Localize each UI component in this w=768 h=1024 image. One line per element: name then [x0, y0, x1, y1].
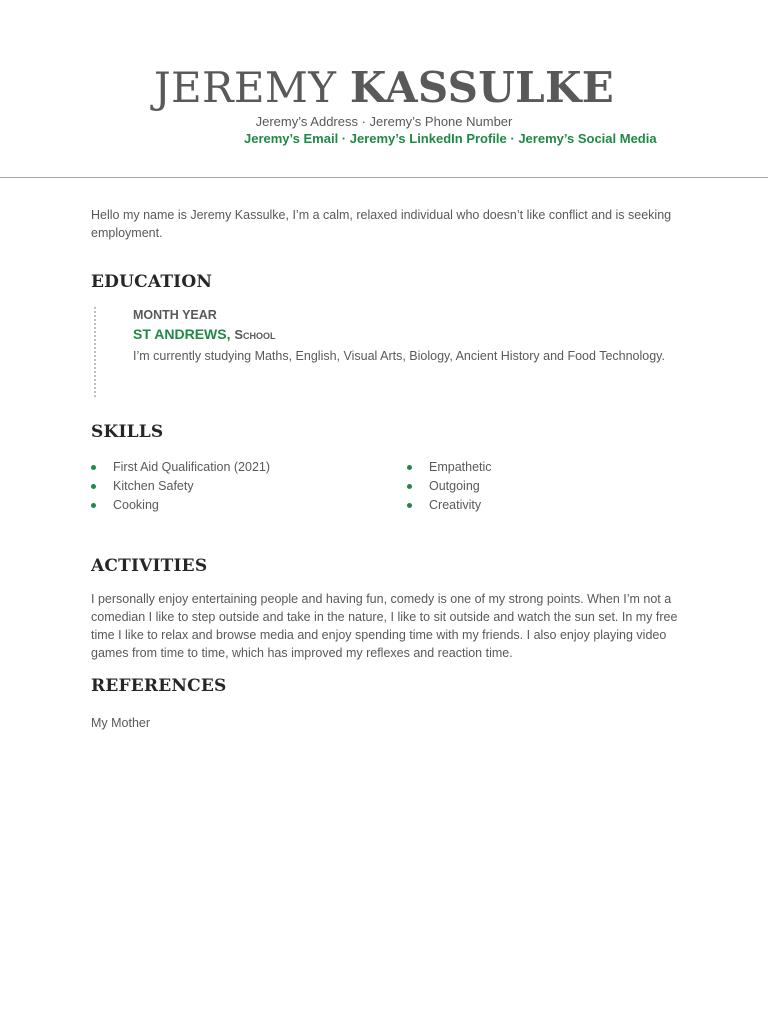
activities-heading: ACTIVITIES [91, 556, 208, 576]
education-heading: EDUCATION [91, 272, 213, 292]
bullet-icon [91, 465, 96, 470]
first-name: JEREMY [153, 63, 337, 112]
summary-paragraph: Hello my name is Jeremy Kassulke, I’m a calm, relaxed individual who doesn’t like conflict and is seeking employment. [91, 208, 672, 240]
skill-item [91, 477, 270, 496]
skills-list-right [407, 458, 492, 515]
school-name: ST ANDREWS, [133, 326, 231, 342]
references-text: My Mother [91, 716, 151, 730]
contact-address-phone: Jeremy’s Address · Jeremy’s Phone Number [255, 114, 513, 129]
bullet-icon [407, 503, 412, 508]
education-description: I’m currently studying Maths, English, Visual Arts, Biology, Ancient History and Food Technology. [133, 349, 665, 363]
skill-item [91, 496, 270, 515]
skill-label: Creativity [429, 498, 482, 512]
education-date: MONTH YEAR [133, 308, 217, 322]
skills-heading: SKILLS [91, 422, 164, 442]
bullet-icon [407, 484, 412, 489]
skill-label: Outgoing [429, 479, 480, 493]
skill-label: First Aid Qualification (2021) [113, 460, 271, 474]
skill-item [407, 477, 492, 496]
contact-email-links: Jeremy’s Email · Jeremy’s LinkedIn Profile · Jeremy’s Social Media [244, 131, 657, 146]
bullet-icon [91, 503, 96, 508]
header-divider [0, 177, 768, 178]
skill-label: Empathetic [429, 460, 492, 474]
skill-label: Kitchen Safety [113, 479, 194, 493]
resume-name [0, 62, 768, 114]
skill-item [407, 458, 492, 477]
activities-paragraph: I personally enjoy entertaining people and having fun, comedy is one of my strong points. When I’m not a comedian I like to step outside and take in the nature, I like to sit outside and watch the sun set. In my free time I like to relax and browse media and enjoy spending time with my friends. I also enjoy playing video games from time to time, which has improved my reflexes and reaction time. [91, 592, 678, 660]
skill-label: Cooking [113, 498, 159, 512]
references-heading: REFERENCES [91, 676, 227, 696]
bullet-icon [91, 484, 96, 489]
education-school [133, 326, 276, 342]
skills-list-left [91, 458, 270, 515]
skill-item [407, 496, 492, 515]
last-name: KASSULKE [349, 63, 615, 112]
skill-item [91, 458, 270, 477]
school-type: School [234, 327, 276, 342]
bullet-icon [407, 465, 412, 470]
education-timeline-line [94, 307, 96, 397]
